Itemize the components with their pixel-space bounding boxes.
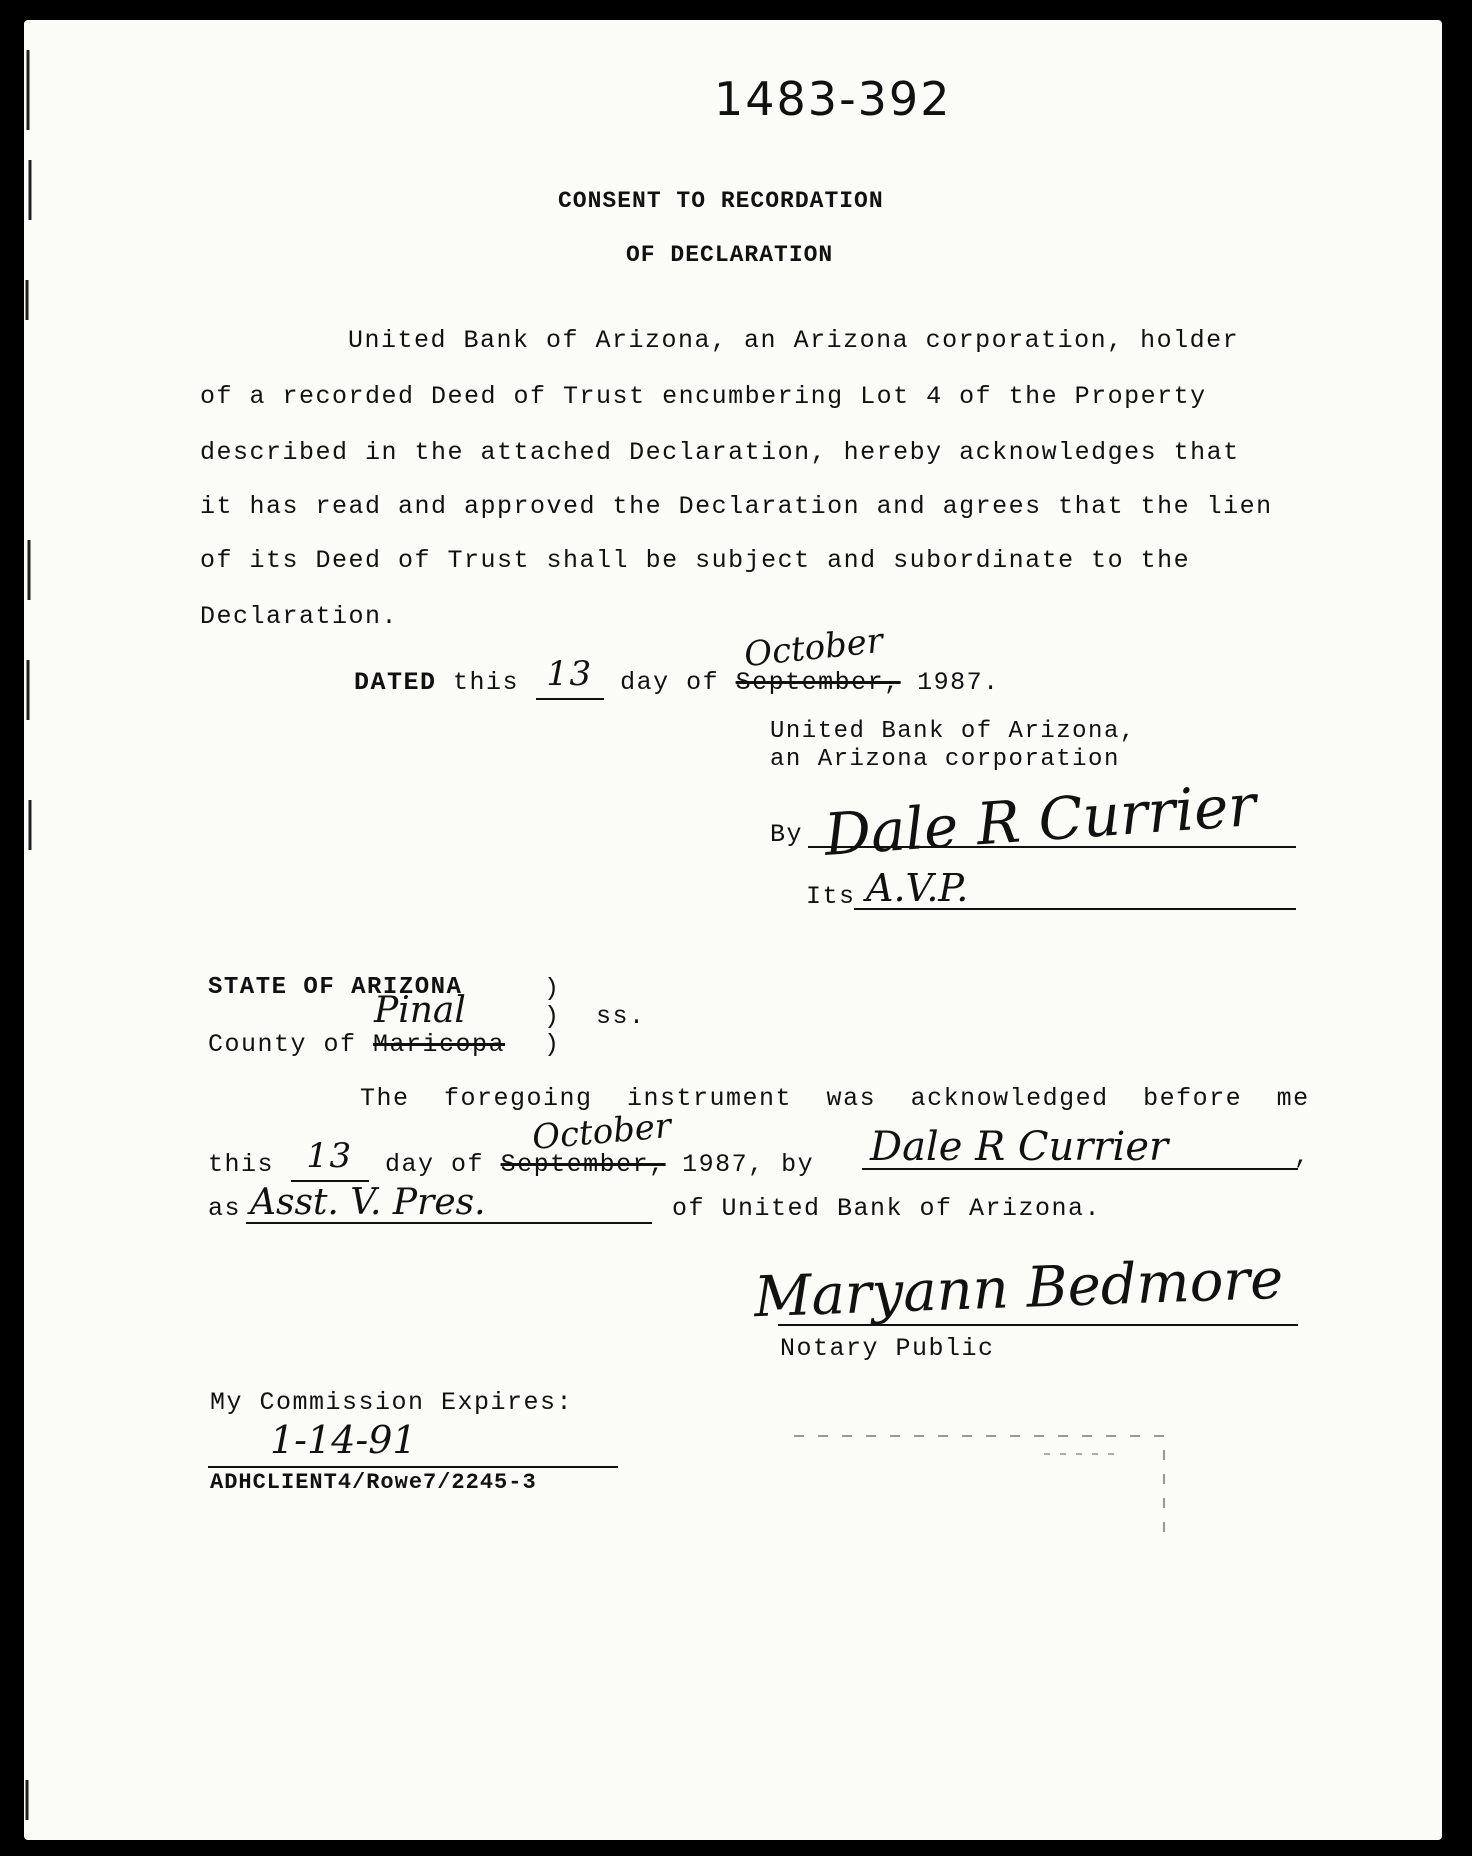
notary-line [778, 1324, 1298, 1326]
body-line-6: Declaration. [200, 602, 399, 631]
ack-month-struck: September, [500, 1150, 666, 1179]
seal-remnant [784, 1416, 1204, 1546]
state-label: STATE OF ARIZONA [208, 974, 463, 1001]
county-label: County of [208, 1030, 357, 1059]
county-struck: Maricopa [373, 1030, 506, 1059]
body-line-3: described in the attached Declaration, hereby acknowledges that [200, 438, 1240, 467]
title-line-1: CONSENT TO RECORDATION [558, 188, 884, 214]
scan-edge-marks [24, 20, 38, 1840]
title-line-2: OF DECLARATION [626, 242, 834, 268]
commission-date: 1-14-91 [270, 1418, 417, 1462]
document-number: 1483-392 [714, 72, 952, 126]
dated-day-value: 13 [546, 654, 593, 694]
dated-line [354, 654, 1000, 700]
by-label: By [770, 820, 804, 849]
ack-day-value: 13 [306, 1136, 353, 1176]
ack-title-handwritten: Asst. V. Pres. [250, 1182, 486, 1223]
ack-as-label: as [208, 1194, 242, 1223]
ack-line-2 [208, 1136, 815, 1182]
company-line-1: United Bank of Arizona, [770, 718, 1136, 745]
dated-this: this [453, 668, 520, 697]
venue-paren-3: ) [544, 1030, 561, 1059]
ack-month-handwritten: October [530, 1106, 673, 1158]
dated-month-struck: September, [735, 668, 901, 697]
county-handwritten: Pinal [374, 990, 466, 1031]
venue-paren-2: ) [544, 1002, 561, 1031]
dated-day-blank [536, 654, 604, 700]
company-line-2: an Arizona corporation [770, 746, 1120, 773]
ack-name-handwritten: Dale R Currier [870, 1124, 1169, 1170]
ack-year-by: 1987, by [682, 1150, 815, 1179]
its-value: A.V.P. [866, 866, 969, 910]
signatory-signature: Dale R Currier [822, 771, 1259, 869]
ack-line-1: The foregoing instrument was acknowledged before me [360, 1084, 1310, 1113]
body-line-4: it has read and approved the Declaration and agrees that the lien [200, 492, 1273, 521]
dated-word: DATED [354, 668, 437, 697]
dated-day-of: day of [620, 668, 720, 697]
ack-comma: , [1294, 1142, 1311, 1171]
venue-paren-1: ) [544, 974, 561, 1003]
ack-day-blank [291, 1136, 369, 1182]
commission-label: My Commission Expires: [210, 1388, 574, 1417]
county-line [208, 1030, 505, 1059]
dated-month-handwritten: October [742, 620, 885, 676]
body-line-1: United Bank of Arizona, an Arizona corporation, holder [348, 326, 1240, 355]
notary-label: Notary Public [780, 1334, 995, 1363]
ack-day-of: day of [385, 1150, 485, 1179]
document-page [24, 20, 1442, 1840]
footer-code: ADHCLIENT4/Rowe7/2245-3 [210, 1470, 537, 1495]
body-line-2: of a recorded Deed of Trust encumbering Lot 4 of the Property [200, 382, 1207, 411]
venue-ss: ss. [596, 1002, 646, 1031]
notary-signature: Maryann Bedmore [753, 1246, 1285, 1331]
ack-this: this [208, 1150, 275, 1179]
its-label: Its [806, 882, 856, 911]
commission-line [208, 1466, 618, 1468]
body-line-5: of its Deed of Trust shall be subject and subordinate to the [200, 546, 1191, 575]
ack-of-company: of United Bank of Arizona. [672, 1194, 1102, 1223]
dated-year: 1987. [917, 668, 1000, 697]
